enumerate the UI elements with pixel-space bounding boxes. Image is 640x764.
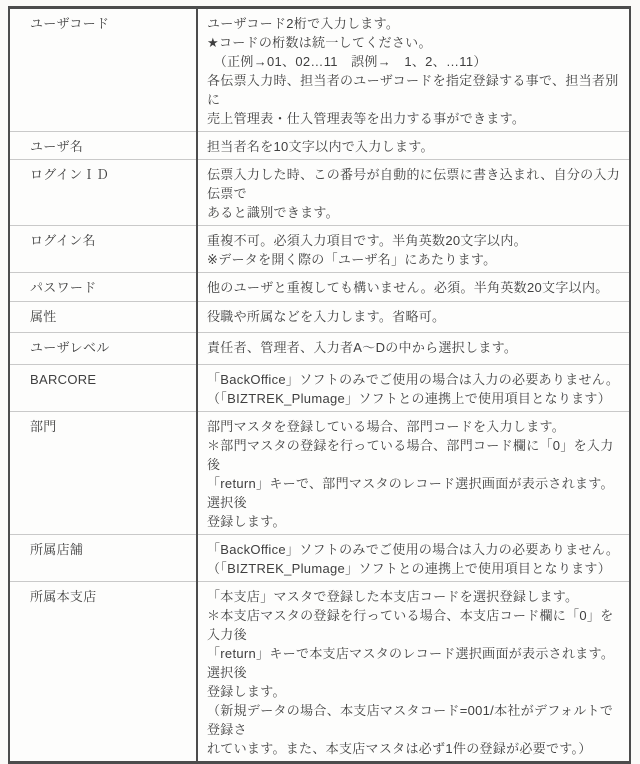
description-line: （新規データの場合、本支店マスタコード=001/本社がデフォルトで登録さ: [207, 703, 614, 737]
description-line: 重複不可。必須入力項目です。半角英数20文字以内。: [207, 233, 527, 248]
field-description: [197, 582, 630, 763]
description-line: 登録します。: [207, 514, 286, 529]
description-line: 売上管理表・仕入管理表等を出力する事ができます。: [207, 111, 526, 126]
field-description: [197, 273, 630, 302]
description-line: 「BackOffice」ソフトのみでご使用の場合は入力の必要ありません。: [207, 372, 620, 387]
table-row: [9, 302, 630, 333]
field-name: ログインＩＤ: [9, 160, 197, 226]
description-line: （正例→01、02…11 誤例→ 1、2、…11）: [207, 54, 487, 69]
description-line: 「return」キーで本支店マスタのレコード選択画面が表示されます。選択後: [207, 646, 615, 680]
table-row: [9, 273, 630, 302]
table-row: [9, 8, 630, 132]
field-name: BARCORE: [9, 365, 197, 412]
table-row: [9, 333, 630, 365]
description-line: ユーザコード2桁で入力します。: [207, 16, 400, 31]
description-line: 登録します。: [207, 684, 286, 699]
table-body: [9, 8, 630, 763]
user-field-definition-table: [8, 6, 631, 764]
description-line: 役職や所属などを入力します。省略可。: [207, 309, 446, 324]
field-name: ユーザレベル: [9, 333, 197, 365]
field-description: [197, 365, 630, 412]
field-description: [197, 412, 630, 535]
field-description: [197, 8, 630, 132]
description-line: 伝票入力した時、この番号が自動的に伝票に書き込まれ、自分の入力伝票で: [207, 167, 621, 201]
table-row: [9, 226, 630, 273]
table-row: [9, 160, 630, 226]
field-name: ログイン名: [9, 226, 197, 273]
field-description: [197, 160, 630, 226]
table-row: [9, 582, 630, 763]
field-description: [197, 333, 630, 365]
field-name: 属性: [9, 302, 197, 333]
field-description: [197, 302, 630, 333]
description-line: 各伝票入力時、担当者のユーザコードを指定登録する事で、担当者別に: [207, 73, 619, 107]
description-line: れています。また、本支店マスタは必ず1件の登録が必要です。）: [207, 741, 592, 756]
description-line: （「BIZTREK_Plumage」ソフトとの連携上で使用項目となります）: [207, 391, 612, 406]
description-line: あると識別できます。: [207, 205, 339, 220]
table-row: [9, 365, 630, 412]
description-line: 部門マスタを登録している場合、部門コードを入力します。: [207, 419, 566, 434]
description-line: 「本支店」マスタで登録した本支店コードを選択登録します。: [207, 589, 579, 604]
field-name: 部門: [9, 412, 197, 535]
description-line: ※データを開く際の「ユーザ名」にあたります。: [207, 252, 497, 267]
field-description: [197, 226, 630, 273]
description-line: 担当者名を10文字以内で入力します。: [207, 139, 434, 154]
field-name: ユーザコード: [9, 8, 197, 132]
description-line: ＊本支店マスタの登録を行っている場合、本支店コード欄に「0」を入力後: [207, 608, 614, 642]
description-line: ＊部門マスタの登録を行っている場合、部門コード欄に「0」を入力後: [207, 438, 614, 472]
table-row: [9, 535, 630, 582]
description-line: 責任者、管理者、入力者A〜Dの中から選択します。: [207, 340, 518, 355]
field-name: ユーザ名: [9, 132, 197, 160]
field-name: パスワード: [9, 273, 197, 302]
field-description: [197, 132, 630, 160]
field-description: [197, 535, 630, 582]
description-line: 「return」キーで、部門マスタのレコード選択画面が表示されます。選択後: [207, 476, 614, 510]
description-line: ★コードの桁数は統一してください。: [207, 35, 432, 50]
field-name: 所属店舗: [9, 535, 197, 582]
table-row: [9, 132, 630, 160]
description-line: 「BackOffice」ソフトのみでご使用の場合は入力の必要ありません。: [207, 542, 620, 557]
description-line: （「BIZTREK_Plumage」ソフトとの連携上で使用項目となります）: [207, 561, 612, 576]
field-name: 所属本支店: [30, 589, 97, 604]
table-row: [9, 412, 630, 535]
description-line: 他のユーザと重複しても構いません。必須。半角英数20文字以内。: [207, 280, 609, 295]
